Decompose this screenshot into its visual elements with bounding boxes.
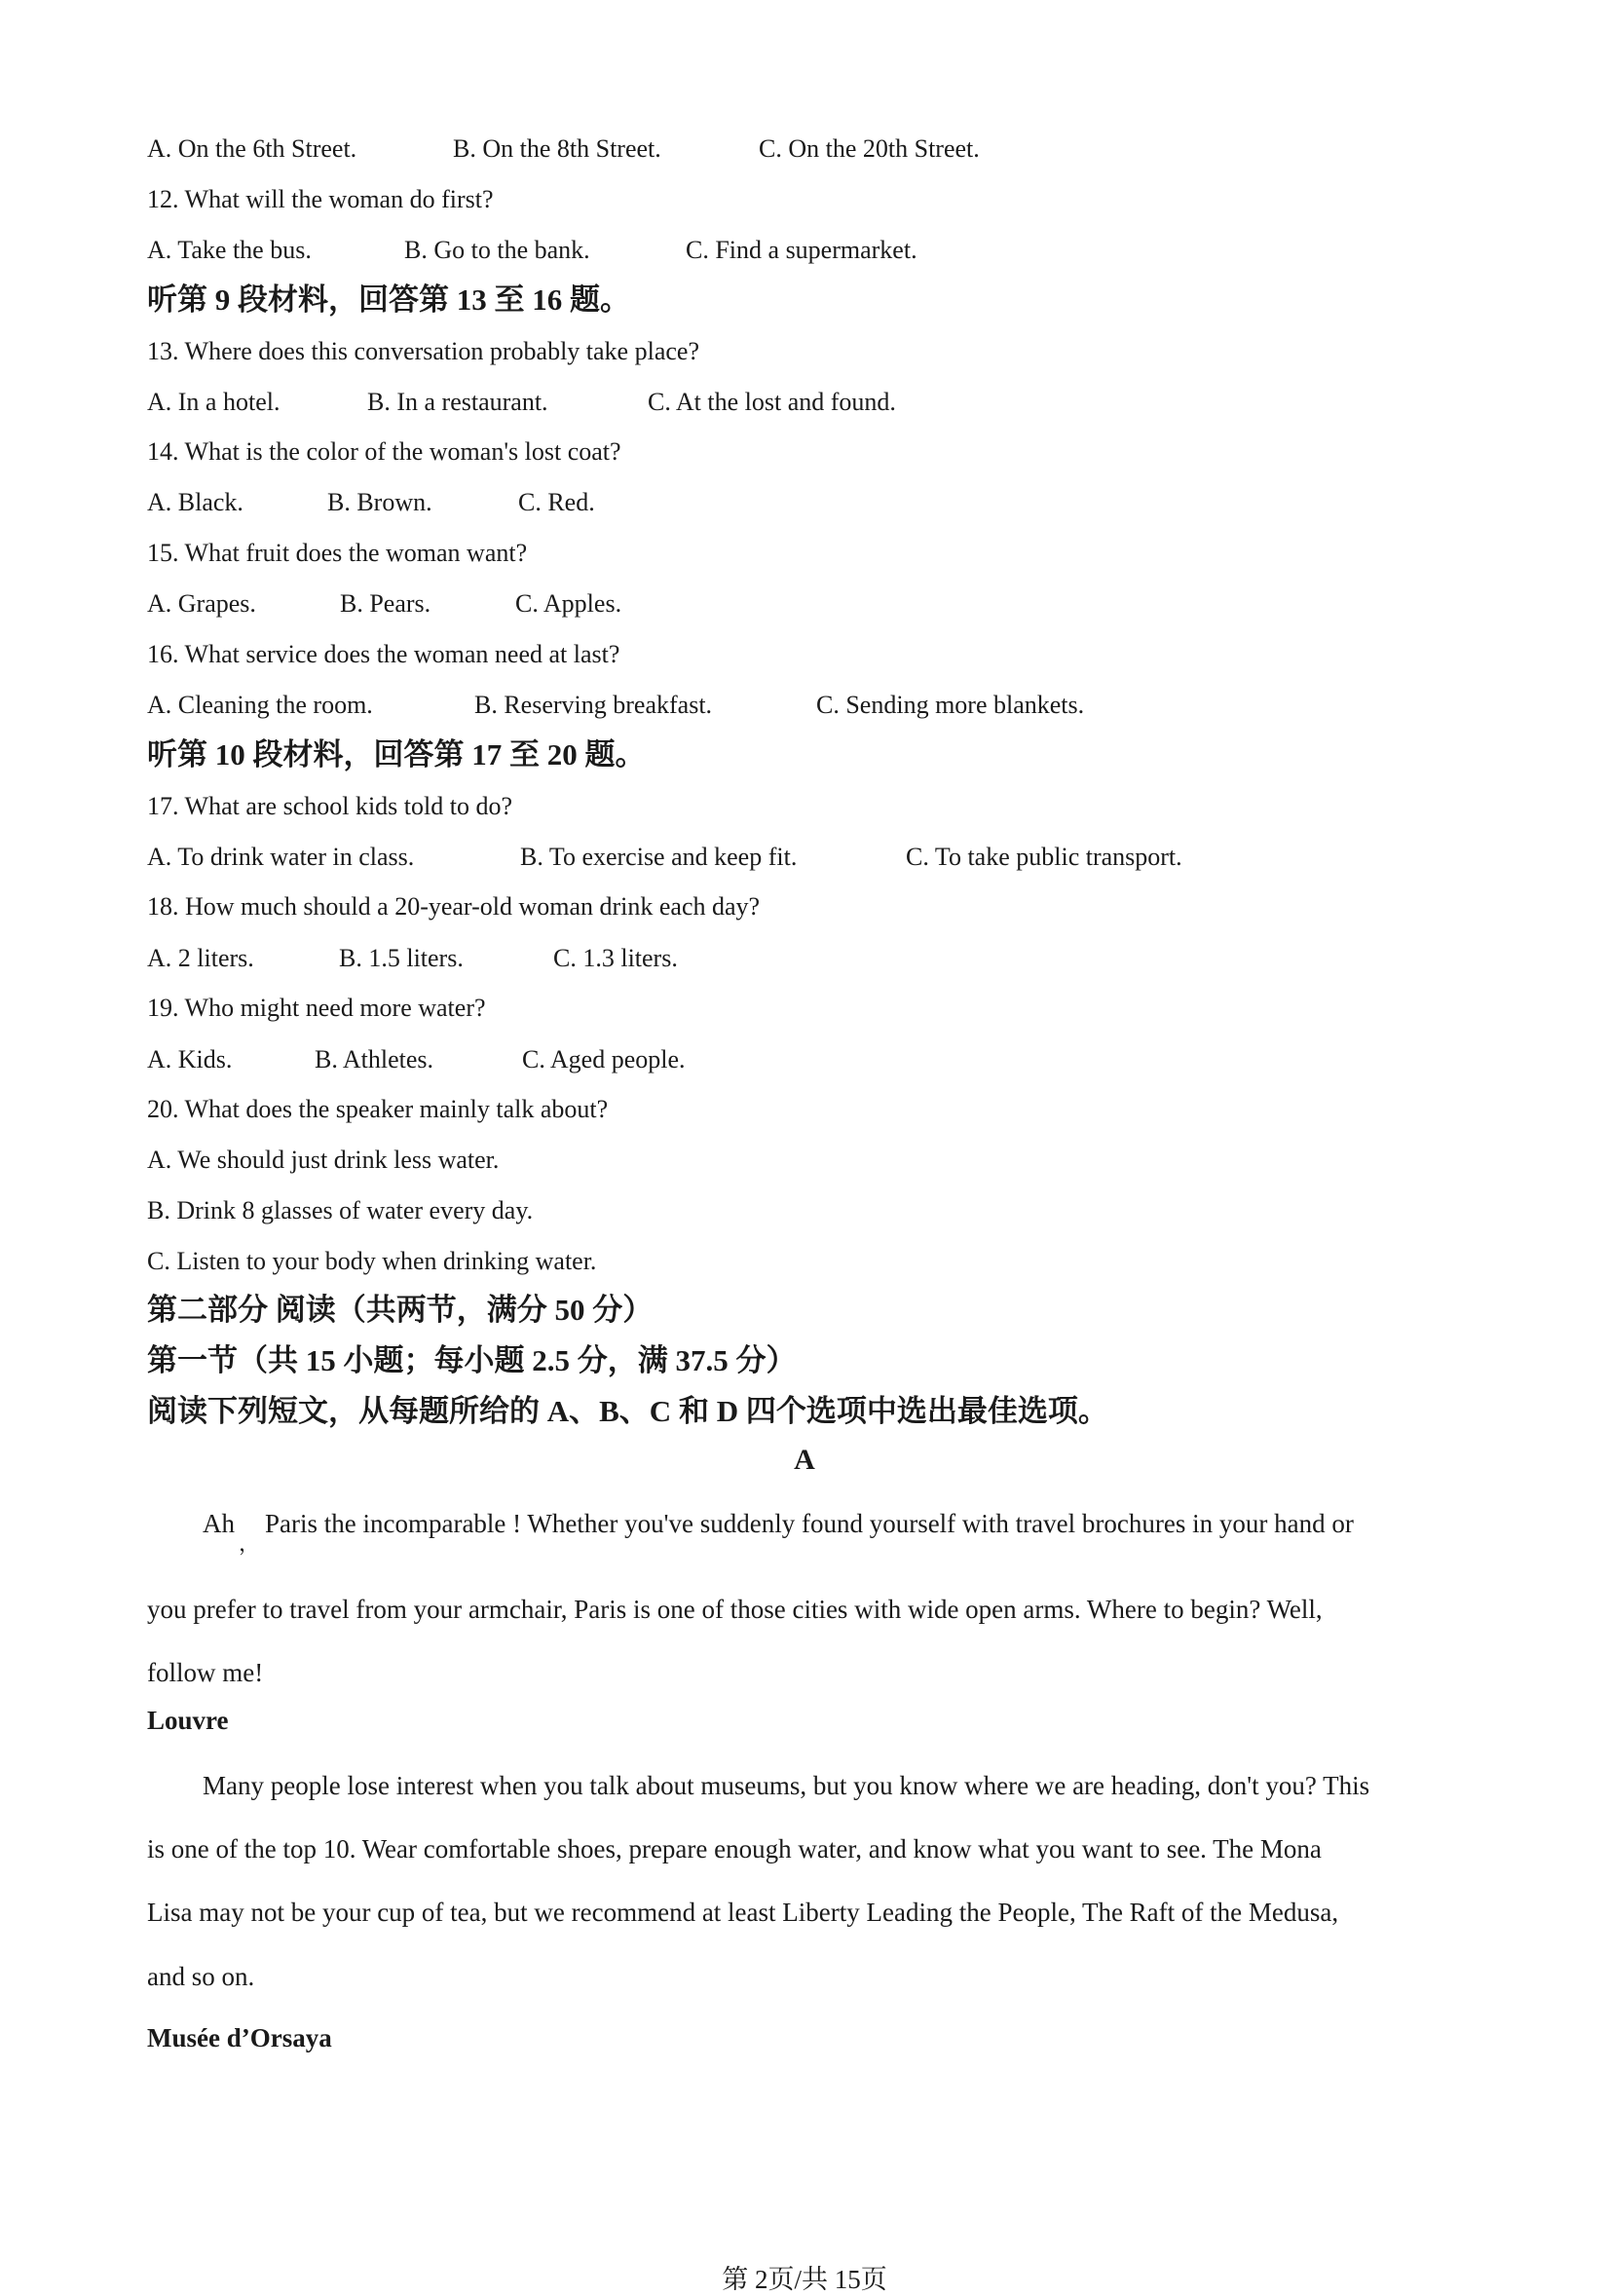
q18-stem: 18. How much should a 20-year-old woman drink each day?	[147, 892, 761, 921]
q18-options	[147, 943, 678, 974]
option-a: A. 2 liters.	[147, 944, 254, 972]
louvre-line-2: is one of the top 10. Wear comfortable shoes, prepare enough water, and know what you want to see. The Mona	[147, 1834, 1322, 1863]
option-b: B. On the 8th Street.	[453, 134, 661, 163]
option-a: A. Cleaning the room.	[147, 691, 373, 719]
option-c: C. Aged people.	[522, 1045, 686, 1073]
option-a: A. Black.	[147, 488, 243, 516]
louvre-line-4: and so on.	[147, 1962, 255, 1991]
option-b: B. Brown.	[327, 488, 432, 516]
q17-options	[147, 842, 1182, 873]
q14-stem: 14. What is the color of the woman's lost coat?	[147, 437, 621, 466]
louvre-line-1: Many people lose interest when you talk about museums, but you know where we are heading, don't you? This	[203, 1771, 1370, 1800]
option-b: B. In a restaurant.	[367, 388, 548, 416]
option-c: C. Find a supermarket.	[686, 236, 917, 264]
option-b: B. Athletes.	[315, 1045, 434, 1073]
q15-options	[147, 588, 621, 620]
louvre-line-3: Lisa may not be your cup of tea, but we recommend at least Liberty Leading the People, The Raft of the Medusa,	[147, 1898, 1339, 1927]
page-footer: 第 2页/共 15页	[722, 2265, 887, 2294]
q15-stem: 15. What fruit does the woman want?	[147, 539, 528, 567]
q14-options	[147, 487, 595, 518]
option-a: A. Take the bus.	[147, 236, 312, 264]
q20-option-a: A. We should just drink less water.	[147, 1146, 500, 1174]
option-a: A. To drink water in class.	[147, 843, 415, 871]
option-c: C. 1.3 liters.	[553, 944, 678, 972]
section-heading-10: 听第 10 段材料，回答第 17 至 20 题。	[147, 737, 646, 772]
passage-label: A	[794, 1444, 815, 1476]
q19-stem: 19. Who might need more water?	[147, 994, 486, 1022]
intro-line-1: Paris the incomparable ! Whether you've suddenly found yourself with travel brochures in your hand or	[265, 1509, 1354, 1538]
option-b: B. To exercise and keep fit.	[520, 843, 798, 871]
option-a: A. On the 6th Street.	[147, 134, 357, 163]
option-c: C. To take public transport.	[906, 843, 1182, 871]
option-b: B. Go to the bank.	[404, 236, 590, 264]
q20-option-c: C. Listen to your body when drinking water.	[147, 1247, 597, 1275]
option-c: C. Red.	[518, 488, 595, 516]
option-c: C. Sending more blankets.	[816, 691, 1085, 719]
option-b: B. Pears.	[340, 589, 431, 618]
q13-options	[147, 387, 896, 418]
option-a: A. Kids.	[147, 1045, 233, 1073]
q20-stem: 20. What does the speaker mainly talk about?	[147, 1095, 609, 1123]
intro-mark: ，	[239, 1531, 261, 1556]
part2-title: 第二部分 阅读（共两节，满分 50 分）	[147, 1293, 654, 1327]
part2-instruction: 阅读下列短文，从每题所给的 A、B、C 和 D 四个选项中选出最佳选项。	[147, 1394, 1108, 1428]
option-c: C. At the lost and found.	[648, 388, 896, 416]
option-b: B. 1.5 liters.	[339, 944, 464, 972]
intro-ah: Ah	[203, 1509, 235, 1538]
q16-stem: 16. What service does the woman need at last?	[147, 640, 620, 668]
intro-line-2: you prefer to travel from your armchair, Paris is one of those cities with wide open arms. Where to begin? Well,	[147, 1595, 1323, 1624]
q19-options	[147, 1044, 686, 1075]
subheading-orsay: Musée d’Orsaya	[147, 2023, 332, 2052]
q11-options	[147, 133, 980, 165]
intro-line-3: follow me!	[147, 1658, 264, 1687]
q16-options	[147, 690, 1084, 721]
option-c: C. Apples.	[515, 589, 622, 618]
subheading-louvre: Louvre	[147, 1706, 229, 1735]
part2-section1: 第一节（共 15 小题；每小题 2.5 分，满 37.5 分）	[147, 1343, 797, 1377]
section-heading-9: 听第 9 段材料，回答第 13 至 16 题。	[147, 282, 630, 317]
q13-stem: 13. Where does this conversation probably take place?	[147, 337, 699, 365]
option-b: B. Reserving breakfast.	[474, 691, 713, 719]
option-a: A. Grapes.	[147, 589, 256, 618]
q12-options	[147, 235, 917, 266]
q12-stem: 12. What will the woman do first?	[147, 185, 494, 213]
q20-option-b: B. Drink 8 glasses of water every day.	[147, 1196, 534, 1224]
option-a: A. In a hotel.	[147, 388, 281, 416]
option-c: C. On the 20th Street.	[759, 134, 980, 163]
q17-stem: 17. What are school kids told to do?	[147, 792, 513, 820]
